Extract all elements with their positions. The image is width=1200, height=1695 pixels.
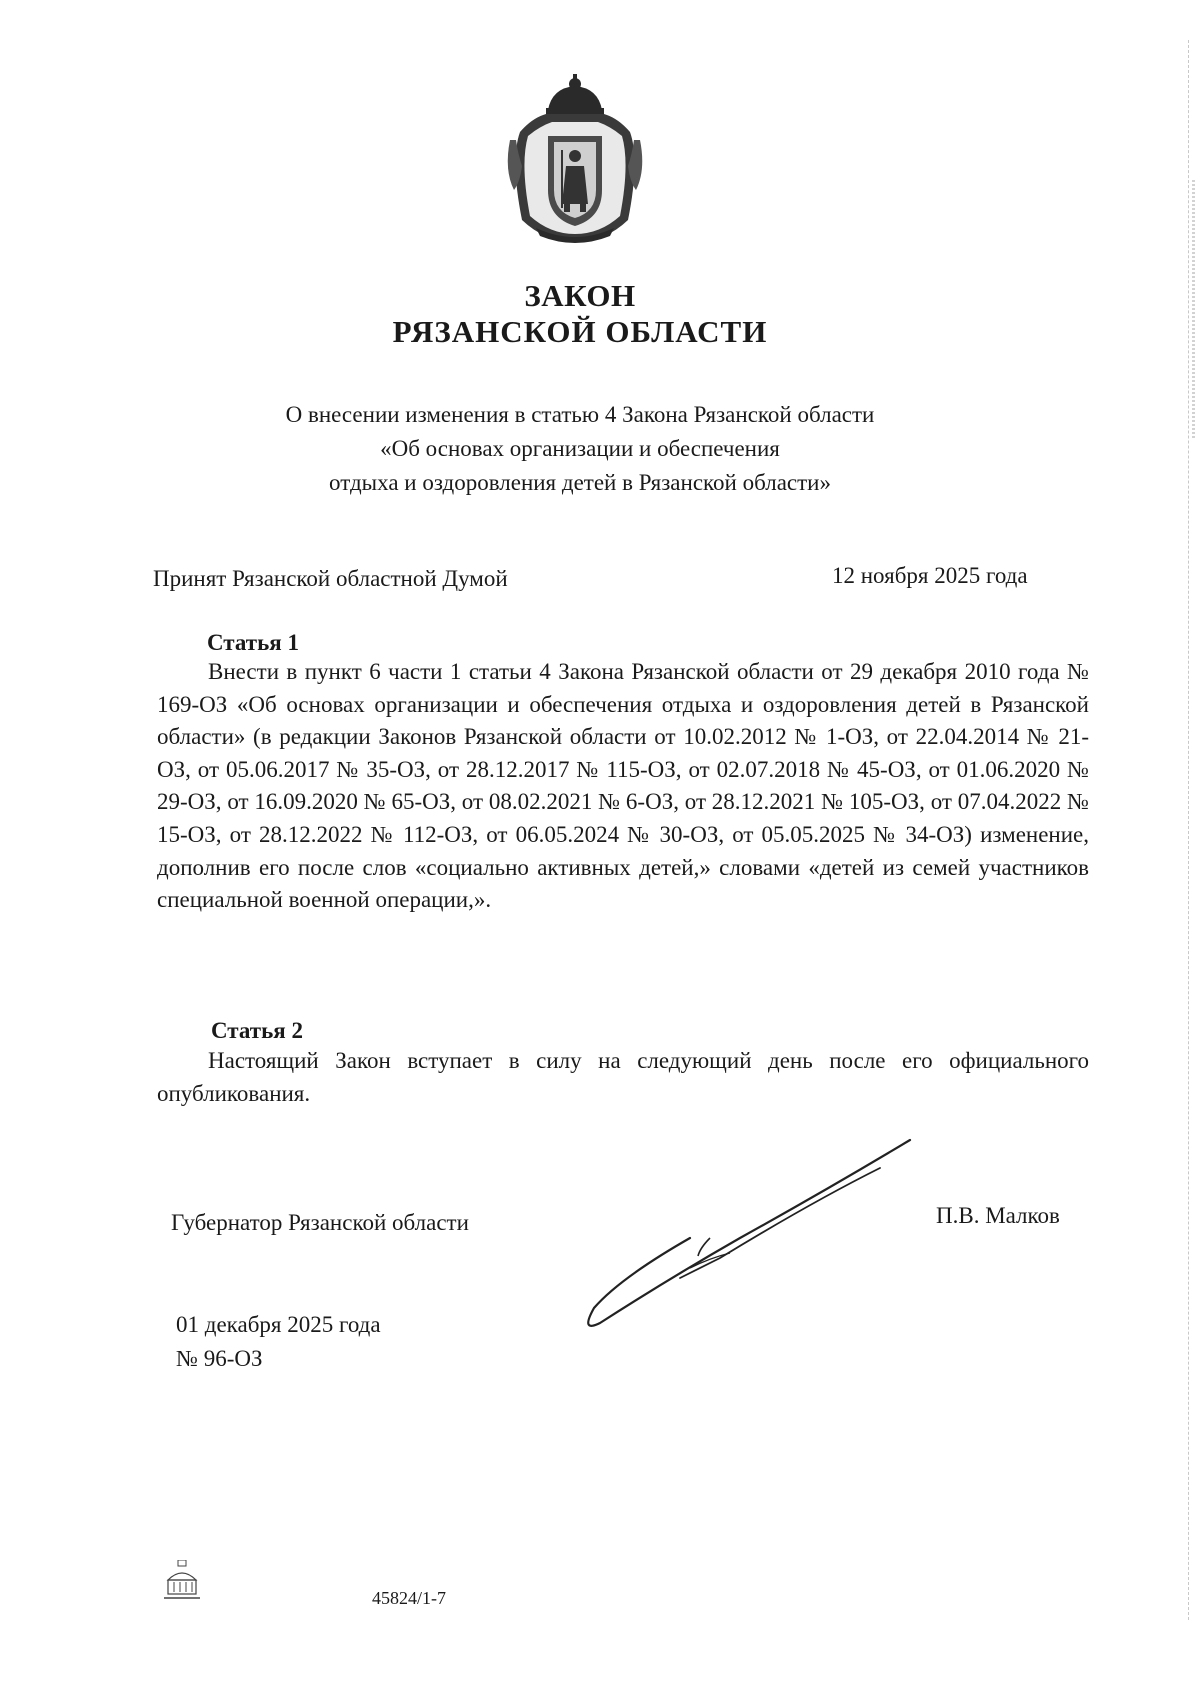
adoption-label: Принят Рязанской областной Думой [153, 566, 508, 591]
signatory-position: Губернатор Рязанской области [171, 1210, 469, 1235]
article-2-text: Настоящий Закон вступает в силу на следующий день после его официального опубликования. [157, 1048, 1089, 1106]
law-subject [0, 398, 1160, 500]
article-1-heading: Статья 1 [207, 630, 299, 655]
law-region-title: РЯЗАНСКОЙ ОБЛАСТИ [392, 314, 768, 349]
handwritten-signature [580, 1128, 920, 1328]
law-subject-line: О внесении изменения в статью 4 Закона Рязанской области [285, 402, 875, 427]
law-subject-line: отдыха и оздоровления детей в Рязанской области» [329, 470, 831, 495]
law-number: № 96-ОЗ [176, 1346, 263, 1371]
document-code: 45824/1-7 [372, 1588, 446, 1608]
law-subject-line: «Об основах организации и обеспечения [380, 436, 780, 461]
signing-info [176, 1308, 381, 1376]
article-1-text: Внести в пункт 6 части 1 статьи 4 Закона Рязанской области от 29 декабря 2010 года № 169-ОЗ «Об основах организации и обеспечения отдыха и оздоровления детей в Рязанской области» (в редакции Законов Рязанской области от 10.02.2012 № 1-ОЗ, от 22.04.2014 № 21-ОЗ, от 05.06.2017 № 35-ОЗ, от 28.12.2017 № 115-ОЗ, от 02.07.2018 № 45-ОЗ, от 01.06.2020 № 29-ОЗ, от 16.09.2020 № 65-ОЗ, от 08.02.2021 № 6-ОЗ, от 28.12.2021 № 105-ОЗ, от 07.04.2022 № 15-ОЗ, от 28.12.2022 № 112-ОЗ, от 06.05.2024 № 30-ОЗ, от 05.05.2025 № 34-ОЗ) изменение, дополнив его после слов «социально активных детей,» словами «детей из семей участников специальной военной операции,». [157, 659, 1089, 913]
scan-edge-noise [1192, 180, 1195, 440]
article-2-heading: Статья 2 [211, 1018, 303, 1043]
signatory-name: П.В. Малков [936, 1203, 1060, 1228]
coat-of-arms-emblem [500, 70, 650, 246]
law-title: ЗАКОН [524, 278, 636, 313]
printer-stamp-icon [162, 1560, 202, 1604]
scan-edge-line [1188, 40, 1191, 1620]
signing-date: 01 декабря 2025 года [176, 1312, 381, 1337]
adoption-date: 12 ноября 2025 года [832, 563, 1028, 588]
